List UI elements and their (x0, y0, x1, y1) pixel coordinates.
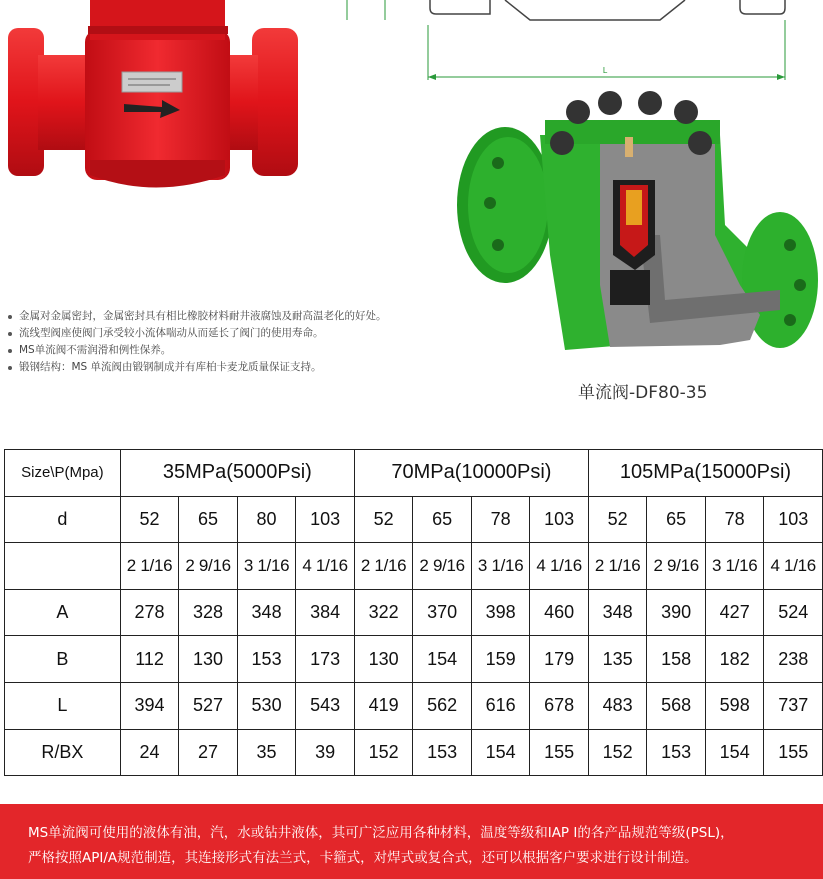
green-check-valve-cutaway-image (450, 85, 823, 365)
bullet-icon (8, 332, 12, 336)
table-corner-label: Size\P(Mpa) (5, 450, 121, 497)
table-cell: 2 9/16 (413, 543, 472, 590)
row-label: d (5, 496, 121, 543)
table-cell: 3 1/16 (705, 543, 764, 590)
valve-model-caption: 单流阀-DF80-35 (578, 383, 708, 403)
table-cell: 460 (530, 589, 589, 636)
table-cell: 153 (413, 729, 472, 776)
row-label: L (5, 682, 121, 729)
table-cell: 322 (354, 589, 413, 636)
row-label (5, 543, 121, 590)
red-check-valve-image (0, 0, 320, 210)
table-cell: 598 (705, 682, 764, 729)
table-cell: 398 (471, 589, 530, 636)
table-cell: 2 1/16 (120, 543, 179, 590)
table-cell: 483 (588, 682, 647, 729)
table-cell: 278 (120, 589, 179, 636)
table-cell: 678 (530, 682, 589, 729)
table-cell: 24 (120, 729, 179, 776)
table-cell: 78 (471, 496, 530, 543)
table-cell: 153 (647, 729, 706, 776)
dimension-drawing (330, 0, 823, 95)
row-label: B (5, 636, 121, 683)
table-row (5, 636, 823, 683)
table-cell: 130 (354, 636, 413, 683)
table-cell: 4 1/16 (296, 543, 355, 590)
bullet-icon (8, 315, 12, 319)
table-cell: 155 (764, 729, 823, 776)
table-cell: 384 (296, 589, 355, 636)
table-cell: 154 (705, 729, 764, 776)
description-banner (0, 804, 823, 879)
banner-line: MS单流阀可使用的液体有油，汽，水或钻井液体，其可广泛应用各种材料，温度等级和IAP I的各产品规范等级(PSL)， (28, 825, 734, 841)
table-cell: 179 (530, 636, 589, 683)
table-cell: 182 (705, 636, 764, 683)
table-cell: 153 (237, 636, 296, 683)
table-cell: 3 1/16 (471, 543, 530, 590)
table-cell: 562 (413, 682, 472, 729)
table-cell: 4 1/16 (530, 543, 589, 590)
table-cell: 4 1/16 (764, 543, 823, 590)
feature-item: 锻钢结构：MS 单流阀由锻钢制成并有库柏卡麦龙质量保证支持。 (6, 359, 387, 376)
table-cell: 65 (647, 496, 706, 543)
table-cell: 390 (647, 589, 706, 636)
table-cell: 35 (237, 729, 296, 776)
table-cell: 238 (764, 636, 823, 683)
table-cell: 65 (179, 496, 238, 543)
specification-table (4, 449, 823, 776)
table-cell: 39 (296, 729, 355, 776)
table-cell: 419 (354, 682, 413, 729)
table-cell: 2 1/16 (354, 543, 413, 590)
table-cell: 530 (237, 682, 296, 729)
feature-item: 流线型阀座使阀门承受较小流体喘动从而延长了阀门的使用寿命。 (6, 325, 387, 342)
table-cell: 78 (705, 496, 764, 543)
pressure-group-header: 35MPa(5000Psi) (120, 450, 354, 497)
feature-item: MS单流阀不需润滑和例性保养。 (6, 342, 387, 359)
table-row (5, 496, 823, 543)
table-cell: 103 (764, 496, 823, 543)
table-cell: 135 (588, 636, 647, 683)
table-cell: 158 (647, 636, 706, 683)
table-row (5, 682, 823, 729)
table-cell: 568 (647, 682, 706, 729)
pressure-group-header: 105MPa(15000Psi) (588, 450, 822, 497)
bullet-icon (8, 349, 12, 353)
table-cell: 103 (296, 496, 355, 543)
table-cell: 155 (530, 729, 589, 776)
table-cell: 348 (588, 589, 647, 636)
table-row (5, 589, 823, 636)
table-cell: 154 (471, 729, 530, 776)
table-cell: 737 (764, 682, 823, 729)
bullet-icon (8, 366, 12, 370)
table-cell: 27 (179, 729, 238, 776)
table-cell: 543 (296, 682, 355, 729)
table-cell: 616 (471, 682, 530, 729)
banner-line: 严格按照API/A规范制造，其连接形式有法兰式，卡箍式，对焊式或复合式，还可以根据客户要求进行设计制造。 (28, 850, 698, 866)
table-cell: 112 (120, 636, 179, 683)
table-cell: 159 (471, 636, 530, 683)
table-cell: 52 (354, 496, 413, 543)
table-cell: 152 (588, 729, 647, 776)
drawing-dimension-label: L (602, 66, 608, 75)
table-cell: 173 (296, 636, 355, 683)
table-row (5, 729, 823, 776)
table-cell: 103 (530, 496, 589, 543)
table-cell: 427 (705, 589, 764, 636)
table-cell: 394 (120, 682, 179, 729)
pressure-group-header: 70MPa(10000Psi) (354, 450, 588, 497)
feature-item: 金属对金属密封，金属密封具有相比橡胶材料耐井液腐蚀及耐高温老化的好处。 (6, 308, 387, 325)
table-cell: 130 (179, 636, 238, 683)
table-cell: 2 9/16 (647, 543, 706, 590)
table-cell: 154 (413, 636, 472, 683)
table-cell: 524 (764, 589, 823, 636)
row-label: A (5, 589, 121, 636)
table-cell: 52 (120, 496, 179, 543)
table-cell: 328 (179, 589, 238, 636)
table-cell: 2 9/16 (179, 543, 238, 590)
table-cell: 3 1/16 (237, 543, 296, 590)
table-cell: 2 1/16 (588, 543, 647, 590)
table-header-row (5, 450, 823, 497)
table-row (5, 543, 823, 590)
table-cell: 52 (588, 496, 647, 543)
table-cell: 152 (354, 729, 413, 776)
table-cell: 527 (179, 682, 238, 729)
table-cell: 348 (237, 589, 296, 636)
table-cell: 65 (413, 496, 472, 543)
feature-list (6, 308, 387, 376)
row-label: R/BX (5, 729, 121, 776)
table-cell: 370 (413, 589, 472, 636)
table-cell: 80 (237, 496, 296, 543)
